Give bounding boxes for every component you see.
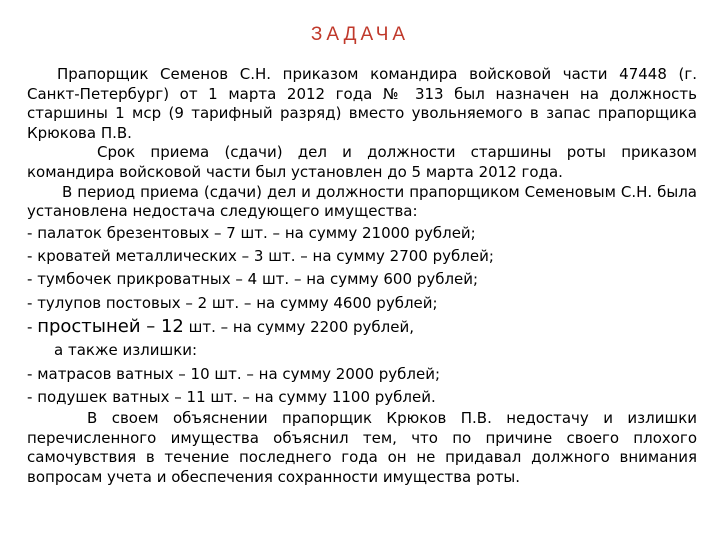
list-item: - простыней – 12 шт. – на сумму 2200 рублей, xyxy=(27,315,415,337)
list-item: - тулупов постовых – 2 шт. – на сумму 4600 рублей; xyxy=(27,293,438,312)
list-item: - подушек ватных – 11 шт. – на сумму 1100 рублей. xyxy=(27,387,436,406)
list-item: - тумбочек прикроватных – 4 шт. – на сумму 600 рублей; xyxy=(27,270,479,289)
paragraph-deadline: Срок приема (сдачи) дел и должности старшины роты приказом командира войсковой части был установлен до 5 марта 2012 года. xyxy=(27,143,697,181)
shortage-list xyxy=(27,222,697,339)
slide-body xyxy=(27,65,697,488)
slide-title: ЗАДАЧА xyxy=(310,24,410,45)
list-item: - палаток брезентовых – 7 шт. – на сумму 21000 рублей; xyxy=(27,223,476,242)
surplus-intro: а также излишки: xyxy=(54,341,198,360)
paragraph-appointment: Прапорщик Семенов С.Н. приказом командира войсковой части 47448 (г. Санкт-Петербург) от 1 марта 2012 года № 313 был назначен на должность старшины 1 мср (9 тарифный разряд) вместо увольняемого в запас прапорщика Крюкова П.В. xyxy=(27,65,697,142)
paragraph-shortage-intro: В период приема (сдачи) дел и должности прапорщиком Семеновым С.Н. была установлена недостача следующего имущества: xyxy=(27,182,697,221)
surplus-list xyxy=(27,363,697,410)
list-item: - кроватей металлических – 3 шт. – на сумму 2700 рублей; xyxy=(27,247,494,266)
list-item: - матрасов ватных – 10 шт. – на сумму 2000 рублей; xyxy=(27,364,441,383)
paragraph-explanation: В своем объяснении прапорщик Крюков П.В. недостачу и излишки перечисленного имущества объяснил тем, что по причине своего плохого самочувствия в течение последнего года он не придавал должного внимания вопросам учета и обеспечения сохранности имущества роты. xyxy=(27,409,697,486)
